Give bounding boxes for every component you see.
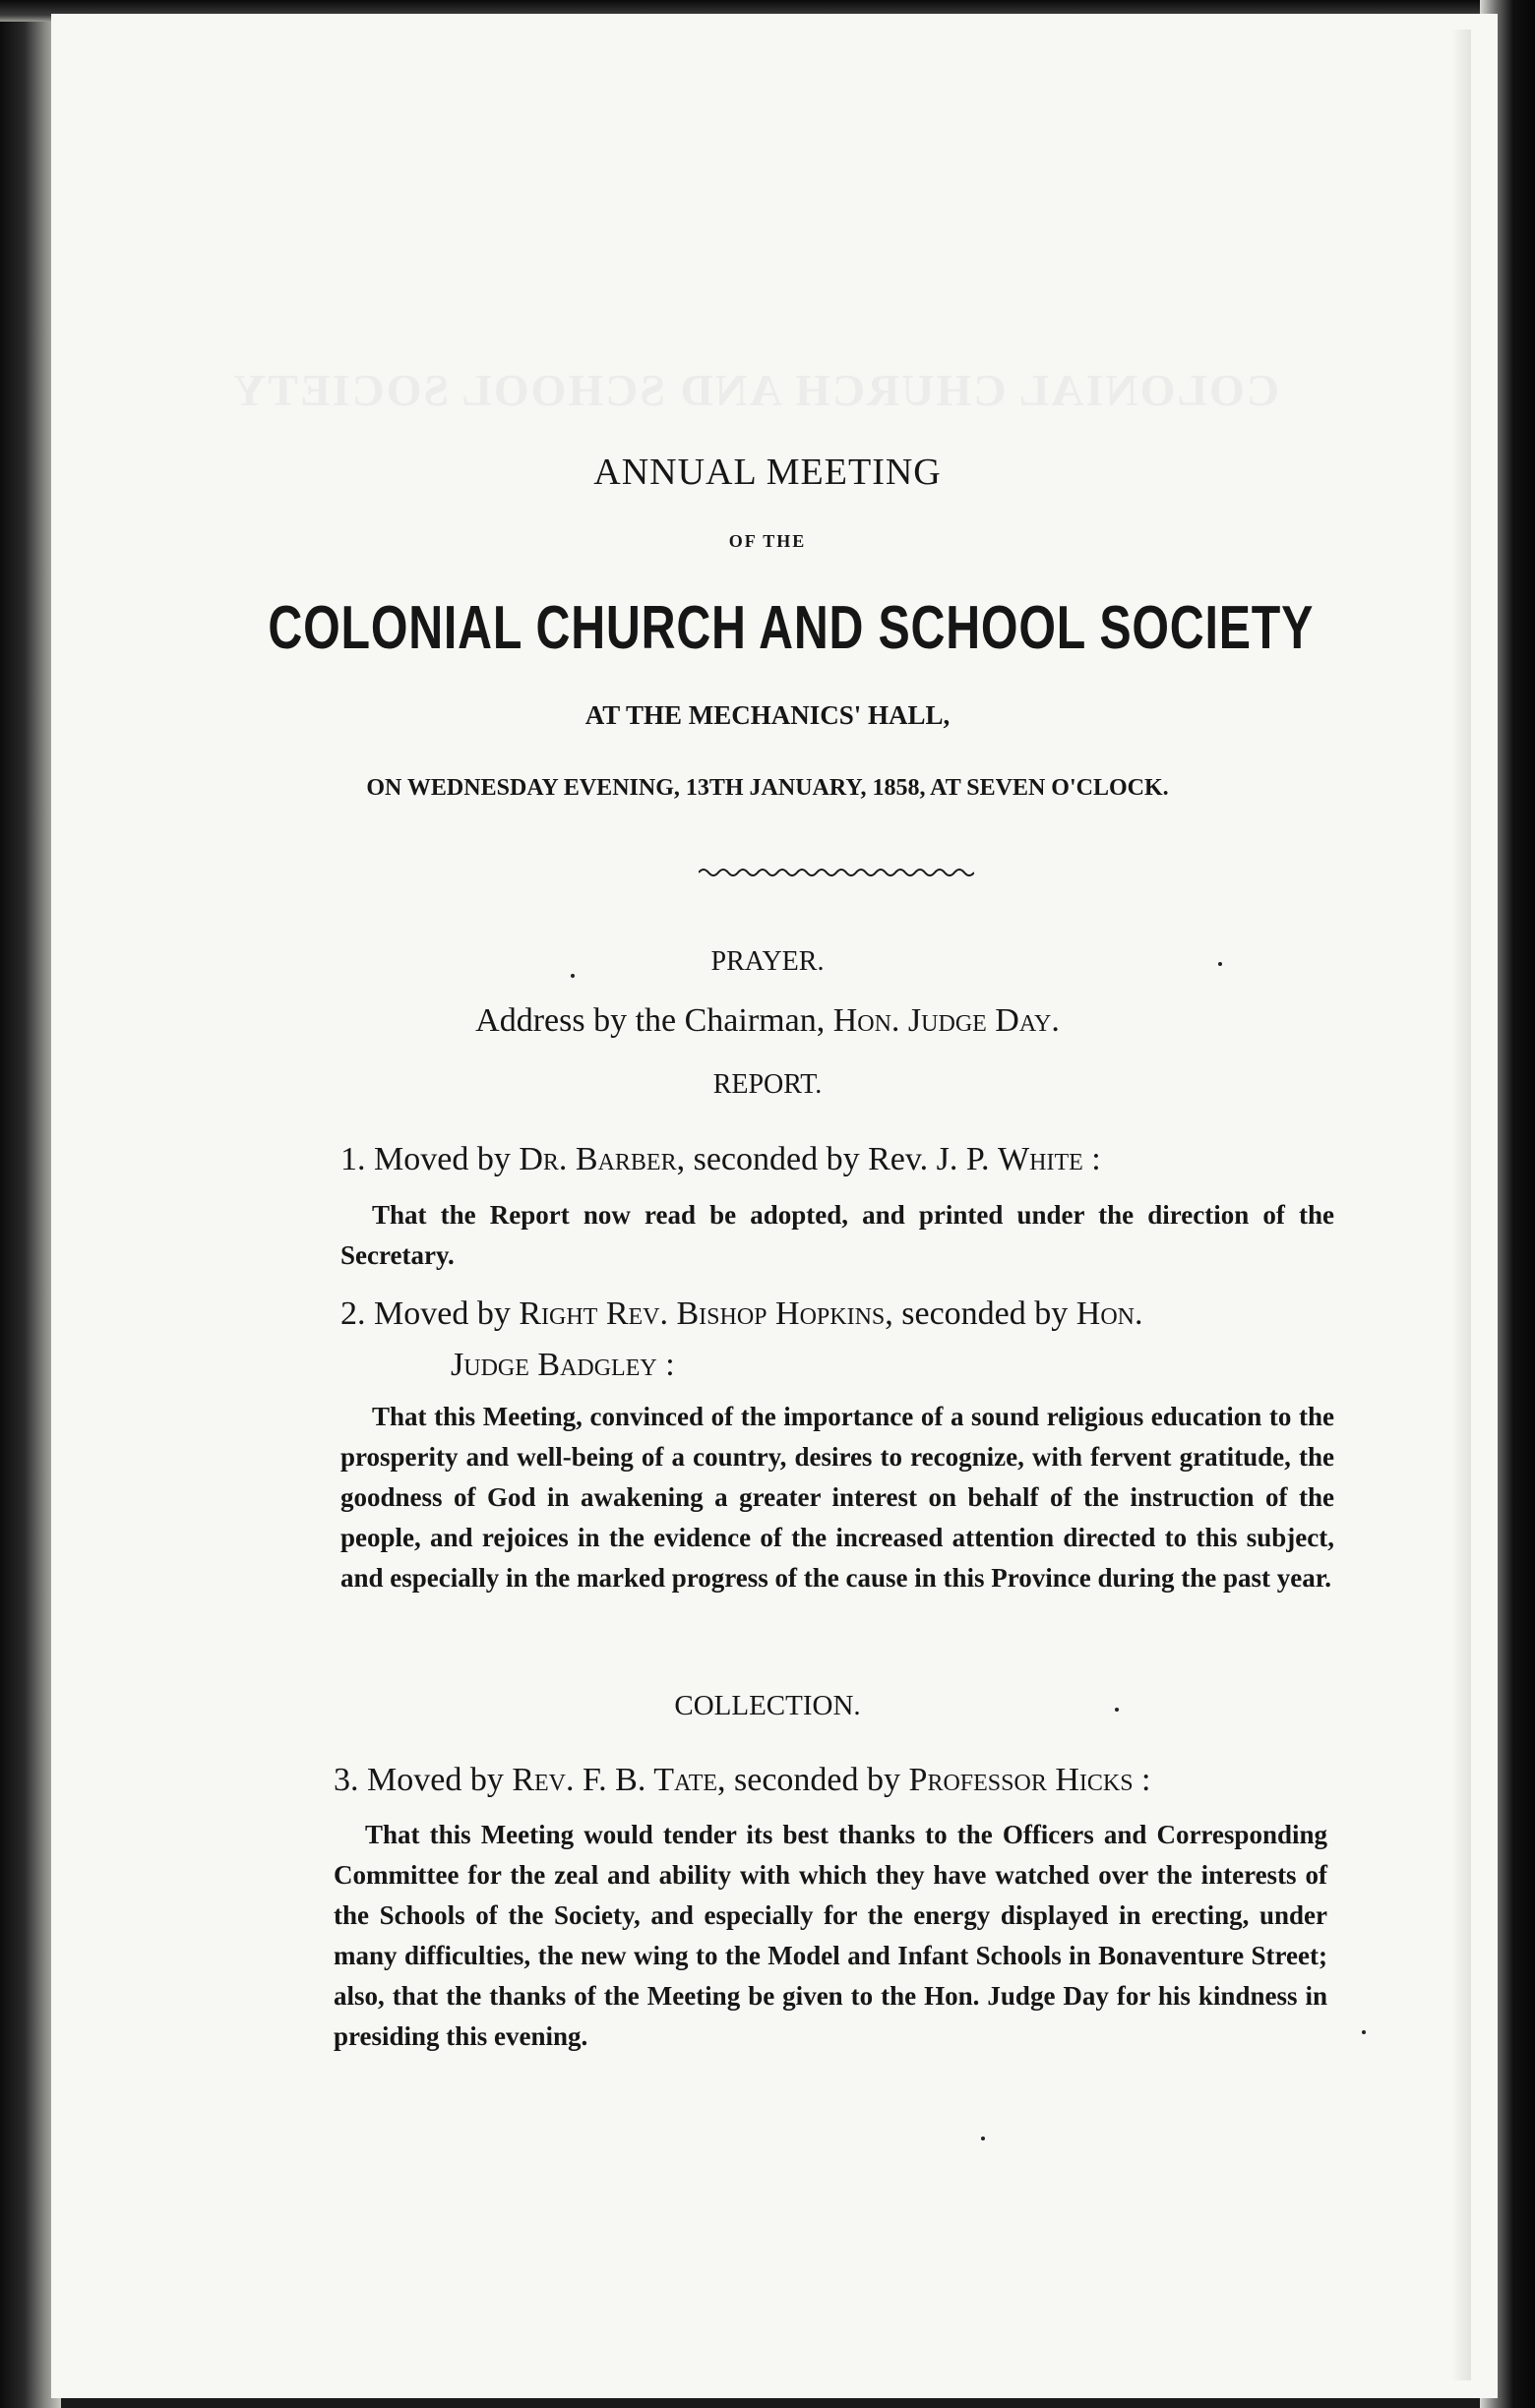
seconded-by-text: seconded by [725, 1762, 909, 1798]
scan-speck [1115, 1708, 1119, 1712]
meeting-title: ANNUAL MEETING [593, 452, 942, 493]
collection-heading: COLLECTION. [674, 1690, 861, 1721]
page-fold-shadow [1451, 30, 1471, 2380]
wavy-rule-ornament [699, 866, 974, 879]
seconded-by-text: seconded by [892, 1295, 1076, 1332]
moved-by-text: Moved by [374, 1295, 520, 1332]
date-line: ON WEDNESDAY EVENING, 13TH JANUARY, 1858, AT SEVEN O'CLOCK. [366, 775, 1169, 801]
scan-speck [981, 2137, 985, 2140]
motion-2-heading [340, 1289, 1334, 1391]
scan-speck [1362, 2030, 1366, 2034]
of-the-label: OF THE [728, 531, 807, 551]
address-prefix: Address by the Chairman, [475, 1002, 833, 1039]
seconder-name-continued: Judge Badgley : [451, 1347, 675, 1383]
venue-line: AT THE MECHANICS' HALL, [584, 700, 951, 730]
mover-name: Rev. F. B. Tate, [512, 1762, 726, 1798]
moved-by-text: Moved by [367, 1762, 513, 1798]
motion-1-resolution: That the Report now read be adopted, and printed under the direction of the Secretary. [340, 1200, 1334, 1270]
society-name: COLONIAL CHURCH AND SCHOOL SOCIETY [268, 594, 1315, 662]
report-heading: REPORT. [712, 1069, 823, 1100]
seconded-by-text: seconded by Rev. J. P. [685, 1141, 999, 1177]
bleed-through-text: COLONIAL CHURCH AND SCHOOL SOCIETY [231, 365, 1279, 415]
motion-number: 1. [340, 1141, 366, 1177]
motion-2-resolution: That this Meeting, convinced of the importance of a sound religious education to the prosperity and well-being of a country, desires to recognize, with fervent gratitude, the goodness of God in awakening a greater interest on behalf of the instruction of the people, and rejoices in the evidence of the increased attention directed to this subject, and especially in the marked progress of the cause in this Province during the past year. [340, 1402, 1334, 1593]
prayer-heading: PRAYER. [710, 946, 825, 977]
seconder-name: Hon. [1075, 1295, 1143, 1332]
motion-3-resolution: That this Meeting would tender its best thanks to the Officers and Corresponding Committee for the zeal and ability with which they have watched over the interests of the Schools of the Society, and especially for the energy displayed in erecting, under many difficulties, the new wing to the Model and Infant Schools in Bonaventure Street; also, that the thanks of the Meeting be given to the Hon. Judge Day for his kindness in presiding this evening. [334, 1820, 1327, 2051]
motion-number: 3. [334, 1762, 359, 1798]
mover-name: Dr. Barber, [519, 1141, 686, 1177]
motion-1-heading [340, 1134, 1334, 1185]
scan-speck [571, 974, 575, 978]
seconder-name: Professor Hicks : [908, 1762, 1151, 1798]
moved-by-text: Moved by [374, 1141, 520, 1177]
chairman-name: Hon. Judge Day. [832, 1002, 1060, 1039]
motion-3-heading [334, 1755, 1327, 1806]
address-line [0, 1002, 1535, 1040]
motion-number: 2. [340, 1295, 366, 1332]
seconder-name: White : [998, 1141, 1101, 1177]
scan-speck [1218, 962, 1222, 966]
mover-name: Right Rev. Bishop Hopkins, [519, 1295, 893, 1332]
